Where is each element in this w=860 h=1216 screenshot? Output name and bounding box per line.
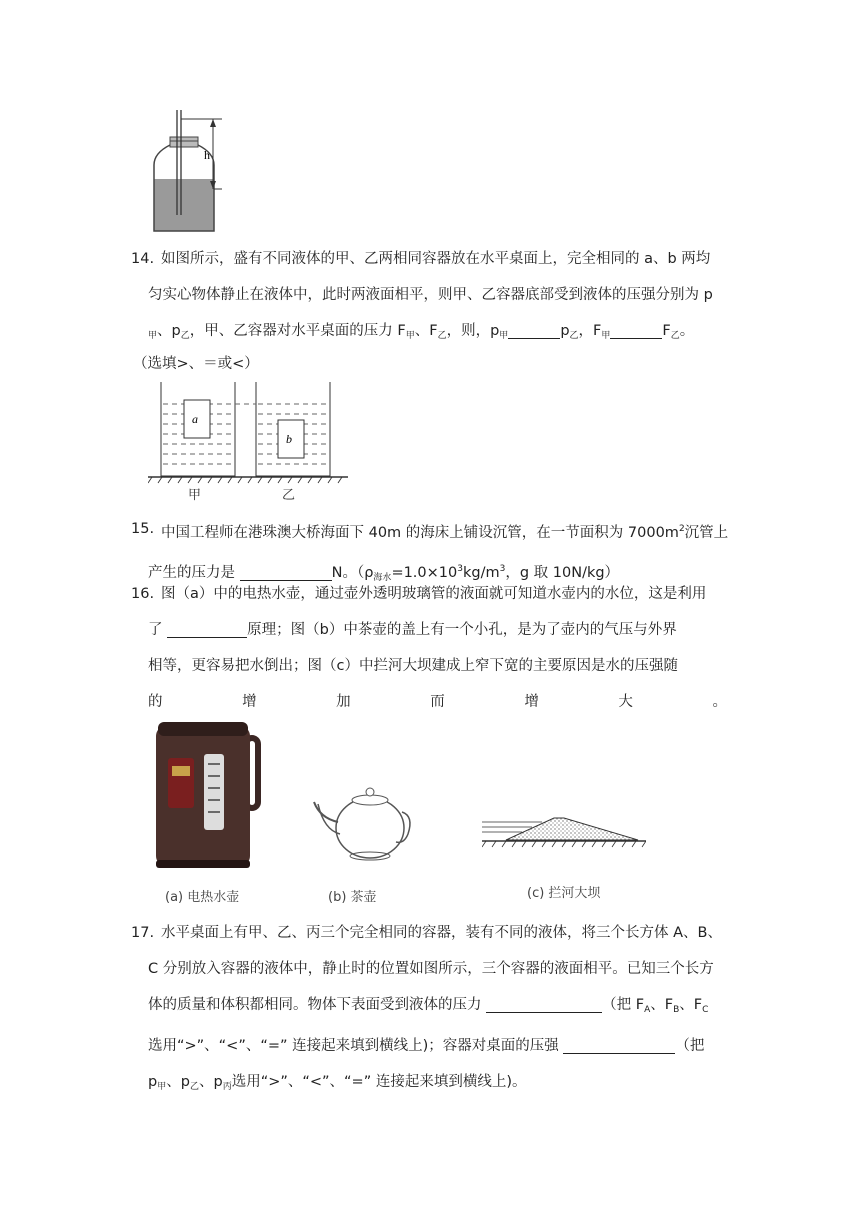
label-h: h [204,148,210,162]
q16-line1: 图（a）中的电热水壶，通过壶外透明玻璃管的液面就可知道水壶内的水位，这是利用 [161,586,707,602]
q15-line2: 产生的压力是 N。（$\rho_{海水}=1.0\times 10^3kg/m^3$，g 取 10N/kg） [148,564,620,583]
q17-line5: $p_甲$、$p_乙$、$p_丙$选用“>”、“<”、“=” 连接起来填到横线上)。 [148,1074,527,1092]
label-b: b [286,432,292,446]
q14-line4: （选填>、＝或<） [133,356,259,372]
q14-line1: 如图所示，盛有不同液体的甲、乙两相同容器放在水平桌面上，完全相同的 a、b 两均 [161,251,711,267]
question-number: 16. [131,586,155,602]
bottle-tube-figure [140,105,240,235]
question-number: 17. [131,925,155,941]
q16-line4: 的 增 加 而 增 大 。 [148,694,727,710]
question-number: 14. [131,251,155,267]
answer-blank-5[interactable] [486,994,602,1013]
question-number: 15. [131,521,155,537]
answer-blank-1[interactable] [508,320,560,339]
question-14 [133,241,733,374]
teapot-image [310,772,414,864]
q16-line2: 了 原理；图（b）中茶壶的盖上有一个小孔，是为了壶内的气压与外界 [133,612,733,648]
answer-blank-6[interactable] [563,1035,675,1054]
q17-line4: 选用“>”、“<”、“=” 连接起来填到横线上)；容器对桌面的压强 （把 [133,1028,733,1064]
answer-blank-4[interactable] [167,619,247,638]
two-containers-figure [148,378,348,502]
q17-line2: C 分别放入容器的液体中，静止时的位置如图所示，三个容器的液面相平。已知三个长方 [148,961,714,977]
q14-line2: 匀实心物体静止在液体中，此时两液面相平，则甲、乙容器底部受到液体的压强分别为 p [148,287,713,303]
answer-blank-2[interactable] [610,320,662,339]
q17-line3: 体的质量和体积都相同。物体下表面受到液体的压力 （把 $F_A$、$F_B$、$F_C$ [133,987,733,1028]
electric-kettle-image [150,718,264,870]
caption-dam: (c) 拦河大坝 [527,886,601,901]
q16-line3: 相等，更容易把水倒出；图（c）中拦河大坝建成上窄下宽的主要原因是水的压强随 [148,658,678,674]
caption-teapot: (b) 茶壶 [328,890,377,905]
q17-line1: 水平桌面上有甲、乙、丙三个完全相同的容器，装有不同的液体，将三个长方体 A、B、 [161,925,722,941]
question-16 [133,576,733,720]
q15-line1: 中国工程师在港珠澳大桥海面下 40m 的海床上铺设沉管，在一节面积为 $7000m^2$沉管上 [161,524,729,541]
caption-left: 甲 [188,488,202,502]
caption-kettle: (a) 电热水壶 [165,890,240,905]
question-17 [133,915,733,1105]
caption-right: 乙 [282,488,296,502]
label-a: a [192,412,198,426]
q14-line3: $_甲$、$p_乙$，甲、乙容器对水平桌面的压力 $F_甲$、$F_乙$，则，$p_甲$ $p_乙$，$F_甲$ $F_乙$。 [133,313,733,354]
dam-image [482,800,646,856]
